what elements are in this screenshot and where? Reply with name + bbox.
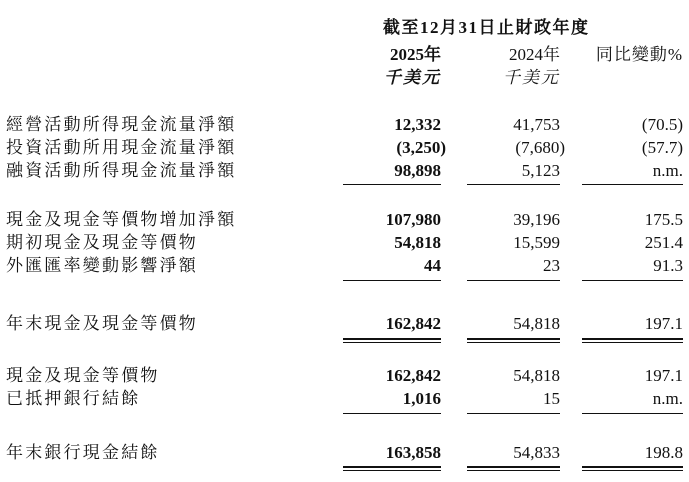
total-double-rule: [582, 466, 683, 468]
subtotal-rule: [582, 280, 683, 281]
value-change: n.m.: [652, 161, 683, 180]
total-double-rule: [467, 466, 560, 468]
unit-2024-header: 千美元: [503, 68, 560, 87]
value-2025: 98,898: [394, 161, 441, 180]
value-change: 91.3: [653, 256, 683, 275]
total-double-rule: [343, 466, 441, 468]
value-2025: 54,818: [394, 233, 441, 252]
value-2024: 15: [543, 389, 560, 408]
yoy-change-header: 同比變動%: [595, 45, 683, 64]
total-double-rule: [467, 338, 560, 340]
row-label: 外匯匯率變動影響淨額: [6, 256, 198, 275]
value-change: (70.5): [641, 115, 683, 134]
value-2025: 12,332: [394, 115, 441, 134]
value-change: 198.8: [644, 443, 683, 462]
subtotal-rule: [467, 413, 560, 414]
year-2025-header: 2025年: [390, 45, 441, 64]
row-label: 經營活動所得現金流量淨額: [6, 115, 237, 134]
value-2025: 44: [424, 256, 441, 275]
year-2024-header: 2024年: [509, 45, 560, 64]
row-label: 融資活動所得現金流量淨額: [6, 161, 237, 180]
value-2025: 162,842: [385, 366, 441, 385]
value-2024: 54,818: [513, 366, 560, 385]
value-2024: 54,818: [513, 314, 560, 333]
value-2024: 5,123: [521, 161, 560, 180]
value-2024: 41,753: [513, 115, 560, 134]
row-label: 現金及現金等價物: [6, 366, 160, 385]
unit-2025-header: 千美元: [384, 68, 441, 87]
value-change: n.m.: [652, 389, 683, 408]
row-label: 期初現金及現金等價物: [6, 233, 198, 252]
total-double-rule: [467, 470, 560, 471]
subtotal-rule: [582, 413, 683, 414]
value-2025: (3,250): [396, 138, 446, 157]
value-2024: 39,196: [513, 210, 560, 229]
value-2024: (7,680): [515, 138, 565, 157]
total-double-rule: [343, 338, 441, 340]
total-double-rule: [582, 342, 683, 343]
total-double-rule: [343, 342, 441, 343]
value-change: 197.1: [644, 366, 683, 385]
value-2025: 163,858: [385, 443, 441, 462]
subtotal-rule: [582, 184, 683, 185]
value-2024: 54,833: [513, 443, 560, 462]
value-2025: 107,980: [385, 210, 441, 229]
period-header: 截至12月31日止財政年度: [383, 18, 590, 37]
row-label: 年末銀行現金結餘: [6, 443, 160, 462]
row-label: 年末現金及現金等價物: [6, 314, 198, 333]
row-label: 投資活動所用現金流量淨額: [6, 138, 237, 157]
value-change: 175.5: [644, 210, 683, 229]
value-change: 197.1: [644, 314, 683, 333]
value-2025: 1,016: [402, 389, 441, 408]
total-double-rule: [582, 338, 683, 340]
value-2024: 15,599: [513, 233, 560, 252]
total-double-rule: [467, 342, 560, 343]
row-label: 現金及現金等價物增加淨額: [6, 210, 237, 229]
row-label: 已抵押銀行結餘: [6, 389, 141, 408]
value-change: (57.7): [641, 138, 683, 157]
subtotal-rule: [467, 184, 560, 185]
subtotal-rule: [343, 280, 441, 281]
value-2024: 23: [543, 256, 560, 275]
subtotal-rule: [343, 413, 441, 414]
total-double-rule: [582, 470, 683, 471]
value-2025: 162,842: [385, 314, 441, 333]
subtotal-rule: [343, 184, 441, 185]
subtotal-rule: [467, 280, 560, 281]
total-double-rule: [343, 470, 441, 471]
value-change: 251.4: [644, 233, 683, 252]
